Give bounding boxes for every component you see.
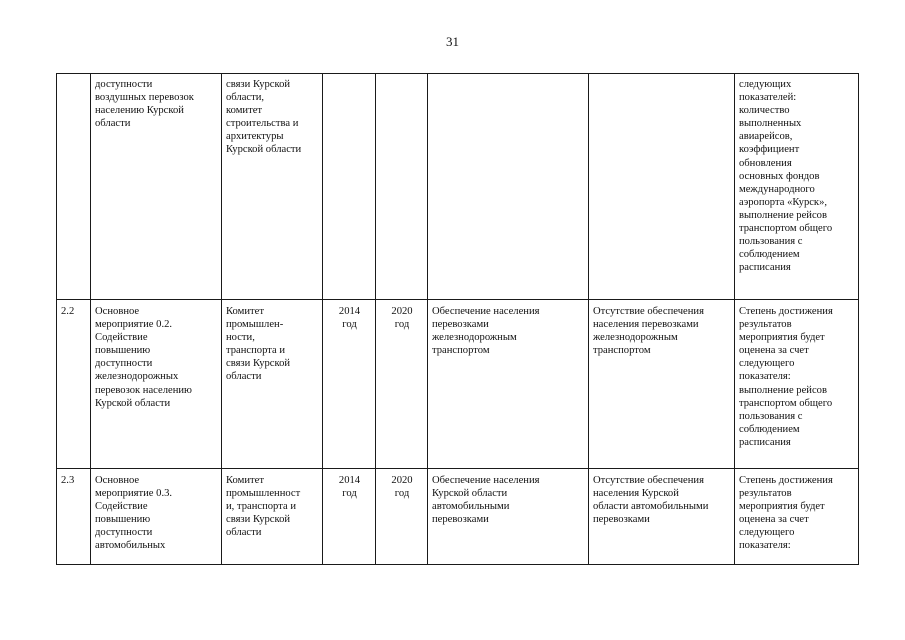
executor-cell: Комитет промышленност и, транспорта и связи Курской области xyxy=(222,469,323,565)
expected-result-cell: Обеспечение населения Курской области автомобильными перевозками xyxy=(428,469,589,565)
table-row xyxy=(57,74,859,300)
table-row xyxy=(57,300,859,469)
end-year-cell: 2020 год xyxy=(376,469,428,565)
start-year-cell xyxy=(323,74,376,300)
activity-name-cell: доступности воздушных перевозок населению Курской области xyxy=(91,74,222,300)
row-number-cell: 2.2 xyxy=(57,300,91,469)
table-row xyxy=(57,469,859,565)
end-year-cell: 2020 год xyxy=(376,300,428,469)
activity-name-cell: Основное мероприятие 0.2. Содействие повышению доступности железнодорожных перевозок населению Курской области xyxy=(91,300,222,469)
row-number-cell: 2.3 xyxy=(57,469,91,565)
start-year-cell: 2014 год xyxy=(323,469,376,565)
row-number-cell xyxy=(57,74,91,300)
end-year-cell xyxy=(376,74,428,300)
consequence-cell xyxy=(589,74,735,300)
program-activities-table xyxy=(56,73,859,565)
expected-result-cell: Обеспечение населения перевозками железнодорожным транспортом xyxy=(428,300,589,469)
indicators-cell: Степень достижения результатов мероприятия будет оценена за счет следующего показателя: xyxy=(735,469,859,565)
expected-result-cell xyxy=(428,74,589,300)
consequence-cell: Отсутствие обеспечения населения перевозками железнодорожным транспортом xyxy=(589,300,735,469)
page-number: 31 xyxy=(446,34,459,49)
executor-cell: Комитет промышлен- ности, транспорта и связи Курской области xyxy=(222,300,323,469)
consequence-cell: Отсутствие обеспечения населения Курской области автомобильными перевозками xyxy=(589,469,735,565)
executor-cell: связи Курской области, комитет строительства и архитектуры Курской области xyxy=(222,74,323,300)
activity-name-cell: Основное мероприятие 0.3. Содействие повышению доступности автомобильных xyxy=(91,469,222,565)
indicators-cell: Степень достижения результатов мероприятия будет оценена за счет следующего показателя: выполнение рейсов транспортом общего пользования с соблюдением расписания xyxy=(735,300,859,469)
start-year-cell: 2014 год xyxy=(323,300,376,469)
indicators-cell: следующих показателей: количество выполненных авиарейсов, коэффициент обновления основных фондов международного аэропорта «Курск», выполнение рейсов транспортом общего пользования с соблюдением расписания xyxy=(735,74,859,300)
